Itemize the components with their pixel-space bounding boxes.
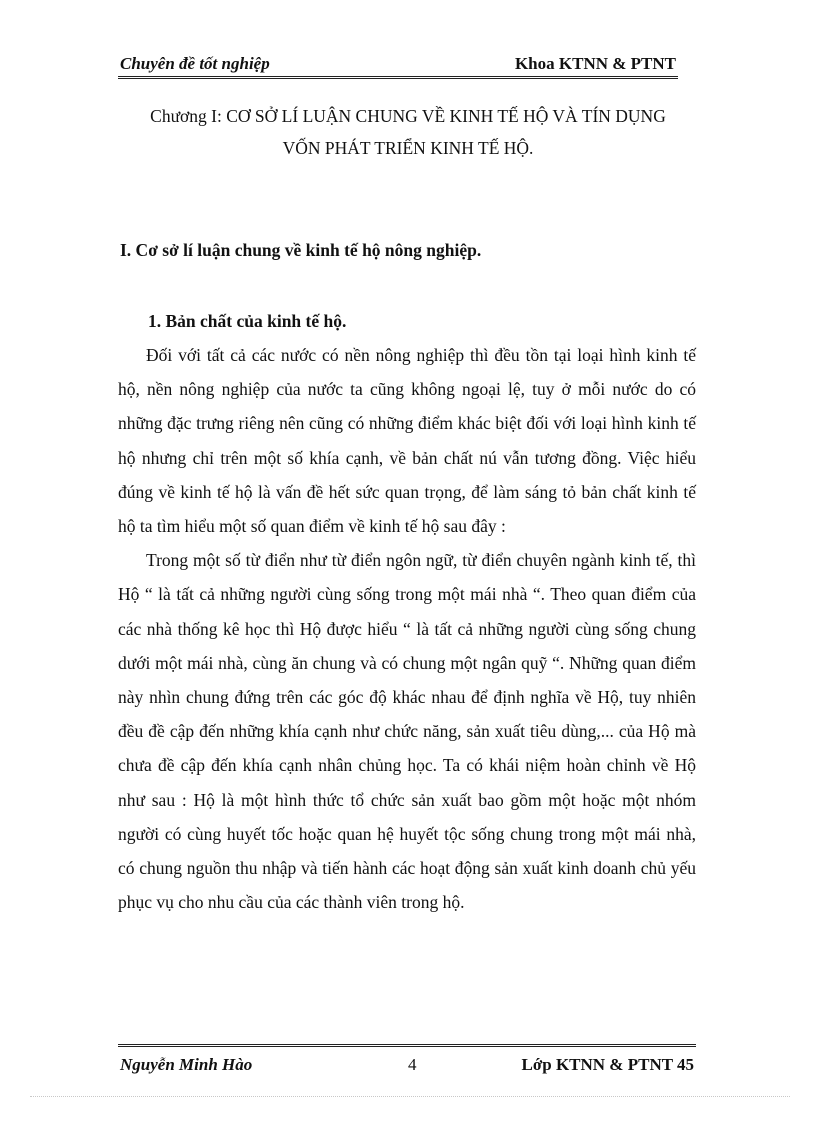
page-footer — [118, 1044, 696, 1073]
header-document-type: Chuyên đề tốt nghiệp — [120, 54, 270, 73]
chapter-title-line-1: Chương I: CƠ SỞ LÍ LUẬN CHUNG VỀ KINH TẾ HỘ VÀ TÍN DỤNG — [150, 106, 666, 126]
subsection-heading: 1. Bản chất của kinh tế hộ. — [148, 311, 347, 331]
paragraph-1: Đối với tất cả các nước có nền nông nghiệp thì đều tồn tại loại hình kinh tế hộ, nền nông nghiệp của nước ta cũng không ngoại lệ, tuy ở mỗi nước do có những đặc trưng riêng nên cũng có những điểm khác biệt đối với loại hình kinh tế hộ nhưng chỉ trên một số khía cạnh, về bản chất nú vẫn tương đồng. Việc hiểu đúng về kinh tế hộ là vấn đề hết sức quan trọng, để làm sáng tỏ bản chất kinh tế hộ ta tìm hiểu một số quan điểm về kinh tế hộ sau đây : — [118, 345, 696, 537]
chapter-title — [118, 100, 698, 164]
body-text — [118, 338, 696, 919]
page-number: 4 — [408, 1055, 417, 1074]
paragraph-2: Trong một số từ điển như từ điển ngôn ngữ, từ điển chuyên ngành kinh tế, thì Hộ “ là tất cả những người cùng sống trong một mái nhà “. Theo quan điểm của các nhà thống kê học thì Hộ được hiểu “ là tất cả những người cùng sống chung dưới một mái nhà, cùng ăn chung và có chung một ngân quỹ “. Những quan điểm này nhìn chung đứng trên các góc độ khác nhau để định nghĩa về Hộ, tuy nhiên đều đề cập đến những khía cạnh như chức năng, sản xuất tiêu dùng,... của Hộ mà chưa đề cập đến khía cạnh nhân chủng học. Ta có khái niệm hoàn chỉnh về Hộ như sau : Hộ là một hình thức tổ chức sản xuất bao gồm một hoặc một nhóm người có cùng huyết tốc hoặc quan hệ huyết tộc sống chung trong một mái nhà, có chung nguồn thu nhập và tiến hành các hoạt động sản xuất kinh doanh chủ yếu phục vụ cho nhu cầu của các thành viên trong hộ. — [118, 550, 696, 913]
header-faculty: Khoa KTNN & PTNT — [514, 54, 676, 73]
page-header — [118, 52, 678, 79]
section-heading: I. Cơ sở lí luận chung về kinh tế hộ nông nghiệp. — [120, 240, 482, 260]
footer-author: Nguyễn Minh Hào — [120, 1055, 253, 1074]
chapter-title-line-2: VỐN PHÁT TRIỂN KINH TẾ HỘ. — [282, 138, 534, 158]
footer-class: Lớp KTNN & PTNT 45 — [521, 1055, 694, 1074]
page-edge-divider — [30, 1096, 790, 1097]
